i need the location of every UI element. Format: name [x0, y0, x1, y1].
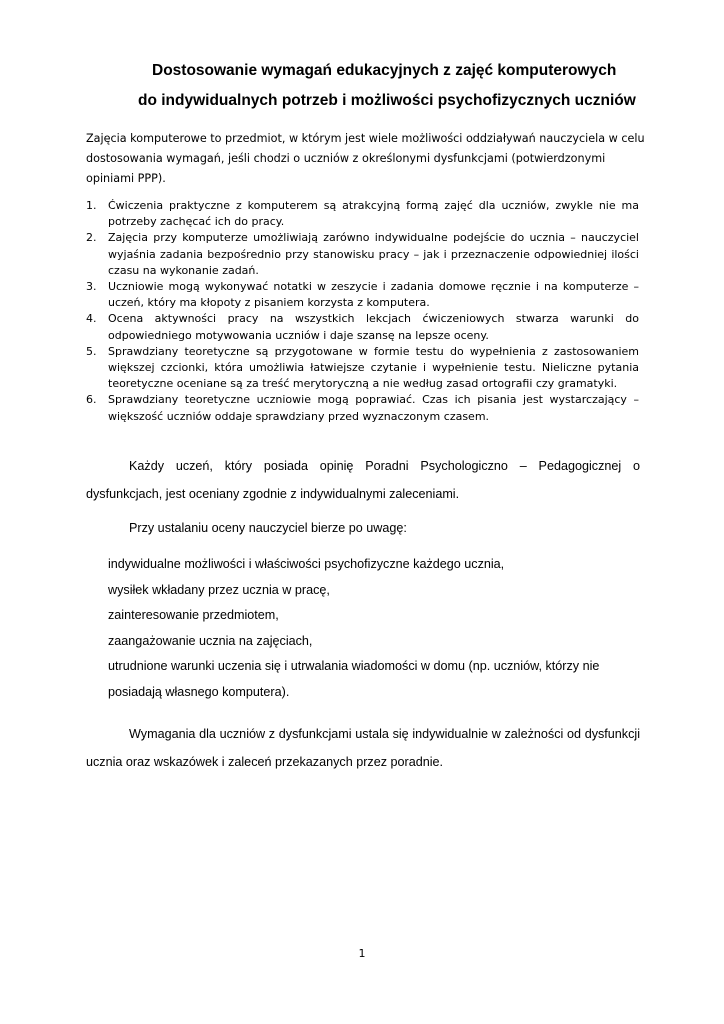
list-item-number: 1.	[86, 199, 97, 212]
list-item-text: Ocena aktywności pracy na wszystkich lekcjach ćwiczeniowych stwarza warunki do odpowiedniego motywowania uczniów i daje szansę na lepsze oceny.	[108, 312, 639, 342]
list-item	[86, 230, 639, 279]
document-title-line-1: Dostosowanie wymagań edukacyjnych z zajęć komputerowych	[152, 62, 617, 79]
page-number: 1	[358, 947, 366, 960]
document-title-line-2: do indywidualnych potrzeb i możliwości psychofizycznych uczniów	[138, 92, 636, 109]
list-item-text: Zajęcia przy komputerze umożliwiają zarówno indywidualne podejście do ucznia – nauczyciel wyjaśnia zadania bezpośrednio przy stanowisku pracy – jak i przeznaczenie odpowiedniej ilości czasu na wykonanie zadań.	[108, 231, 639, 277]
criteria-item: wysiłek wkładany przez ucznia w pracę,	[108, 582, 330, 597]
list-item-number: 6.	[86, 393, 97, 407]
criteria-item: utrudnione warunki uczenia się i utrwalania wiadomości w domu (np. uczniów, którzy nie posiadają własnego komputera).	[108, 659, 600, 699]
list-item-number: 3.	[86, 280, 97, 294]
list-item-number: 5.	[86, 344, 97, 358]
list-item	[86, 311, 639, 343]
adaptation-list	[86, 198, 639, 425]
list-item	[86, 198, 639, 230]
intro-paragraph: Zajęcia komputerowe to przedmiot, w którym jest wiele możliwości oddziaływań nauczyciela w celu dostosowania wymagań, jeśli chodzi o uczniów z określonymi dysfunkcjami (potwierdzonymi opiniami PPP).	[86, 132, 645, 185]
requirements-paragraph: Wymagania dla uczniów z dysfunkcjami ustala się indywidualnie w zależności od dysfunkcji ucznia oraz wskazówek i zaleceń przekazanych przez poradnie.	[86, 727, 640, 769]
list-item-number: 2.	[86, 231, 97, 245]
list-item	[86, 392, 639, 424]
list-item	[86, 344, 639, 393]
list-item-text: Uczniowie mogą wykonywać notatki w zeszycie i zadania domowe ręcznie i na komputerze – uczeń, który ma kłopoty z pisaniem korzysta z komputera.	[108, 280, 639, 310]
criteria-item: zainteresowanie przedmiotem,	[108, 608, 279, 622]
list-item-text: Sprawdziany teoretyczne są przygotowane w formie testu do wypełnienia z zastosowaniem większej czcionki, która umożliwia łatwiejsze czytanie i wypełnienie testu. Nieliczne pytania teoretyczne oceniane są za treść merytoryczną a nie według zasad ortografii czy gramatyki.	[108, 344, 639, 391]
list-item-text: Ćwiczenia praktyczne z komputerem są atrakcyjną formą zajęć dla uczniów, zwykle nie ma potrzeby zachęcać ich do pracy.	[108, 199, 639, 229]
criteria-item: indywidualne możliwości i właściwości psychofizyczne każdego ucznia,	[108, 557, 505, 571]
list-item-number: 4.	[86, 312, 97, 326]
grading-criteria-list	[108, 552, 643, 705]
list-item-text: Sprawdziany teoretyczne uczniowie mogą poprawiać. Czas ich pisania jest wystarczający – większość uczniów oddaje sprawdziany przed wyznaczonym czasem.	[108, 393, 639, 423]
opinion-paragraph: Każdy uczeń, który posiada opinię Poradni Psychologiczno – Pedagogicznej o dysfunkcjach, jest oceniany zgodnie z indywidualnymi zaleceniami.	[86, 459, 640, 501]
criteria-item: zaangażowanie ucznia na zajęciach,	[108, 633, 313, 648]
list-item	[86, 279, 639, 311]
grading-intro-paragraph: Przy ustalaniu oceny nauczyciel bierze po uwagę:	[129, 521, 407, 535]
